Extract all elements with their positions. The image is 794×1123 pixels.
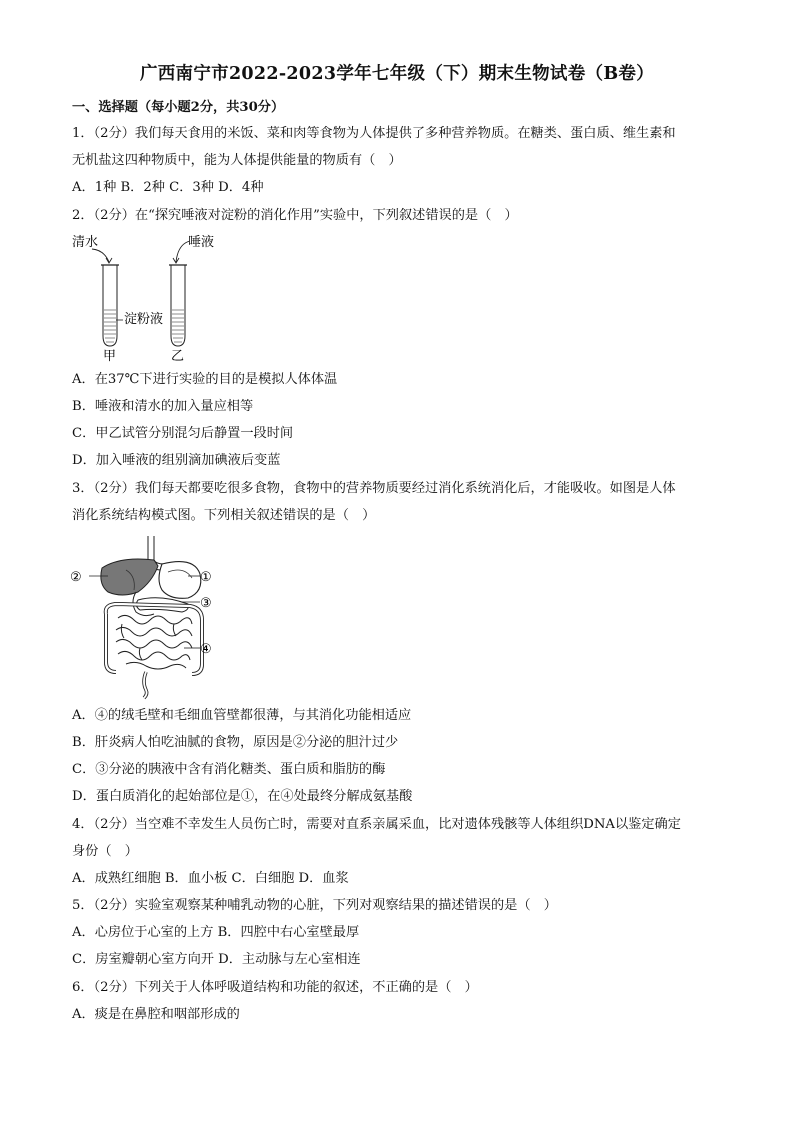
q3-stem-line2: 消化系统结构模式图。下列相关叙述错误的是（ ）: [72, 508, 376, 523]
q2-option-b: B．唾液和清水的加入量应相等: [72, 399, 254, 414]
digestive-system-figure: [70, 532, 230, 702]
q4-options: A．成熟红细胞 B．血小板 C．白细胞 D．血浆: [72, 871, 349, 886]
test-tube-figure: [70, 232, 230, 364]
label-1: ①: [200, 570, 212, 585]
q2-option-c: C．甲乙试管分别混匀后静置一段时间: [72, 426, 294, 441]
q1-stem-line1: 1．（2分）我们每天食用的米饭、菜和肉等食物为人体提供了多种营养物质。在糖类、蛋白质、维生素和: [72, 126, 676, 141]
water-arrow: [92, 249, 109, 262]
jia-label: 甲: [103, 349, 117, 364]
liver: [101, 559, 158, 595]
q2-option-a: A．在37℃下进行实验的目的是模拟人体体温: [72, 372, 338, 387]
q6-option-a: A．痰是在鼻腔和咽部形成的: [72, 1007, 240, 1022]
water-arrow-head: [106, 258, 112, 263]
saliva-label: 唾液: [188, 235, 215, 250]
water-label: 清水: [72, 235, 99, 250]
stomach: [159, 562, 201, 599]
q3-option-b: B．肝炎病人怕吃油腻的食物，原因是②分泌的胆汁过少: [72, 735, 399, 750]
small-intestine: [116, 615, 192, 669]
q2-stem: 2．（2分）在“探究唾液对淀粉的消化作用”实验中，下列叙述错误的是（ ）: [72, 208, 518, 223]
section-heading: 一、选择题（每小题2分，共30分）: [72, 100, 285, 115]
label-2: ②: [70, 570, 82, 585]
q3-option-d: D．蛋白质消化的起始部位是①，在④处最终分解成氨基酸: [72, 789, 413, 804]
tube-yi: [169, 265, 187, 346]
q5-options-ab: A．心房位于心室的上方 B．四腔中右心室壁最厚: [72, 925, 360, 940]
label-4: ④: [200, 642, 212, 657]
q6-stem: 6．（2分）下列关于人体呼吸道结构和功能的叙述，不正确的是（ ）: [72, 980, 478, 995]
q1-stem-line2: 无机盐这四种物质中，能为人体提供能量的物质有（ ）: [72, 153, 402, 168]
q3-stem-line1: 3．（2分）我们每天都要吃很多食物，食物中的营养物质要经过消化系统消化后，才能吸收。如图是人体: [72, 481, 676, 496]
label-3: ③: [200, 596, 212, 611]
q1-options: A．1种 B．2种 C．3种 D．4种: [72, 180, 264, 195]
q5-options-cd: C．房室瓣朝心室方向开 D．主动脉与左心室相连: [72, 952, 361, 967]
yi-label: 乙: [171, 349, 185, 364]
tube-jia: [101, 265, 119, 346]
q4-stem-line2: 身份（ ）: [72, 844, 138, 859]
q3-option-c: C．③分泌的胰液中含有消化糖类、蛋白质和脂肪的酶: [72, 762, 386, 777]
q4-stem-line1: 4．（2分）当空难不幸发生人员伤亡时，需要对直系亲属采血，比对遗体残骸等人体组织DNA以鉴定确定: [72, 817, 681, 832]
page-title: 广西南宁市2022-2023学年七年级（下）期末生物试卷（B卷）: [139, 64, 655, 84]
q5-stem: 5．（2分）实验室观察某种哺乳动物的心脏，下列对观察结果的描述错误的是（ ）: [72, 898, 557, 913]
q3-option-a: A．④的绒毛壁和毛细血管壁都很薄，与其消化功能相适应: [72, 708, 412, 723]
starch-label: 淀粉液: [124, 312, 164, 327]
q2-option-d: D．加入唾液的组别滴加碘液后变蓝: [72, 453, 281, 468]
